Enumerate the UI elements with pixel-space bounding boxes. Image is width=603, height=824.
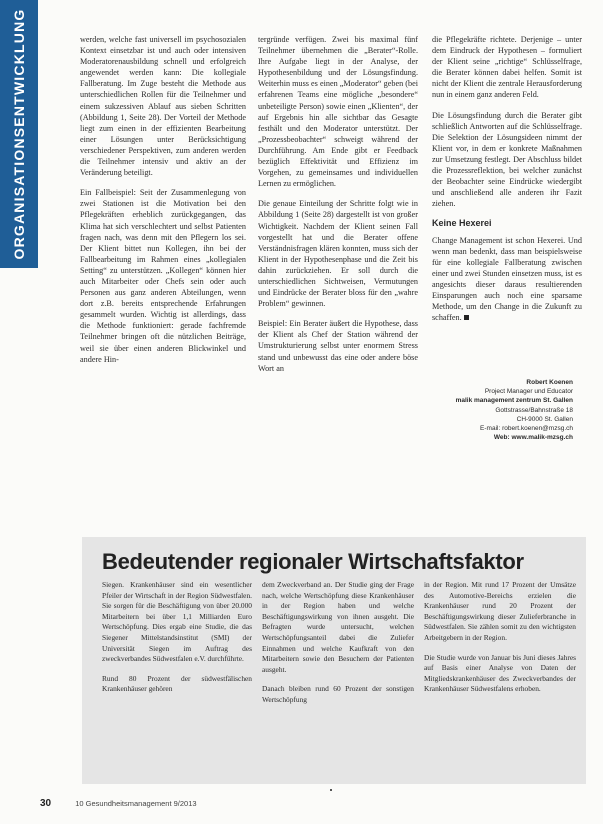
paragraph: Rund 80 Prozent der südwestfälischen Krankenhäuser gehören: [102, 673, 252, 694]
divider-dot: [330, 789, 332, 791]
box-column-2: [262, 580, 414, 780]
article-column-2: [258, 34, 418, 496]
paragraph: Die Lösungsfindung durch die Berater gibt schließlich Antworten auf die Schlüsselfrage. Die Selektion der Lösungsideen nimmt der Klient vor, in dem er konkrete Maßnahmen zur Umsetzung festlegt. Der Abschluss bildet die Prozessreflektion, bei welcher zunächst der Beobachter seine Eindrücke wiedergibt und anschließend alle anderen ihr Fazit ziehen.: [432, 110, 582, 209]
paragraph: Die genaue Einteilung der Schritte folgt wie in Abbildung 1 (Seite 28) dargestellt ist von großer Wichtigkeit. Nachdem der Klient seinen Fall vorgestellt hat und die Berater offene Verständnisfragen klären konnten, muss sich der Klient in der Hypothesenphase und die Zeit bis dahin zurückziehen. Er soll durch die unterschiedlichen Sichtweisen, Vermutungen und Eindrücke der Berater bloss für den „wahre Problem“ gewinnen.: [258, 199, 418, 309]
section-label: ORGANISATIONSENTWICKLUNG: [11, 8, 27, 260]
author-street: Gottstrasse/Bahnstraße 18: [495, 406, 573, 414]
author-info: [413, 378, 573, 442]
box-column-3: [424, 580, 576, 780]
end-mark-icon: [464, 315, 469, 320]
paragraph: Ein Fallbeispiel: Seit der Zusammenlegung von zwei Stationen ist die Motivation bei den Pflegekräften erheblich zurückgegangen, das Klima hat sich verschlechtert und selbst Patienten fragen nach, was denn mit den Pflegern los sei. Der Klient bittet nun Kollegen, ihn bei der Fallbearbeitung im Rahmen eines „kollegialen Setting“ zu unterstützen. „Kollegen“ können hier auch Mitarbeiter oder Chefs sein oder auch Personen aus ganz anderen Abteilungen, wenn dort z.B. bereits entsprechende Erfahrungen gesammelt wurden. Wichtig ist allerdings, dass die Methode funktioniert: gerade fachfremde Teilnehmer bringen oft die nützlichen Beiträge, weil sie über einen anderen Blickwinkel und andere Hin-: [80, 188, 246, 364]
author-role: Project Manager und Educator: [484, 388, 573, 396]
closing-text: Change Management ist schon Hexerei. Und wenn man bedenkt, dass man beispielsweise für eine kollegiale Fallberatung zwischen einer und zwei Stunden einsetzen muss, ist es angesichts dieser daraus resultierenden Einsparungen auch noch eine sparsame Methode, um den Change in die Zukunft zu schaffen.: [432, 235, 582, 323]
box-title: Bedeutender regionaler Wirtschaftsfaktor: [102, 549, 524, 574]
page-number: 30: [40, 798, 52, 809]
paragraph: Beispiel: Ein Berater äußert die Hypothese, dass der Klient als Chef der Station während der Umstrukturierung selbst unter enormem Stress stand und unbewusst das eine oder andere böse Wort an: [258, 319, 418, 373]
paragraph: in der Region. Mit rund 17 Prozent der Umsätze des Automotive-Bereichs erzielen die Krankenhäuser rund 20 Prozent der Beschäftigungswirkung dieser Zulieferbranche in Südwestfalen. Sie zählen somit zu den wichtigsten Arbeitgebern in der Region.: [424, 580, 576, 642]
paragraph: Siegen. Krankenhäuser sind ein wesentlicher Pfeiler der Wirtschaft in der Region Südwestfalen. Sie sorgen für die Beschäftigung von über 20.000 Mitarbeitern bei über 1,1 Milliarden Euro Wertschöpfung. Dies ergab eine Studie, die das Siegener Mittelstandsinstitut (SMI) der Universität Siegen im Auftrag des zweckverbandes Südwestfalen e.V. durchführte.: [102, 580, 252, 664]
paragraph: [432, 235, 582, 324]
author-web: Web: www.malik-mzsg.ch: [493, 434, 573, 442]
author-email: E-mail: robert.koenen@mzsg.ch: [480, 425, 573, 433]
author-name: Robert Koenen: [526, 379, 573, 386]
article-column-1: [80, 34, 246, 496]
paragraph: dem Zweckverband an. Der Studie ging der Frage nach, welche Wertschöpfung diese Krankenhäuser in der Region haben und welche Beschäftigungswirkung von ihnen ausgeht. Die Befragten wurde untersucht, welchen Wertschöpfungsanteil dabei die Zuliefer Einnahmen und welche Kaufkraft von den Mitarbeitern sowie den Besuchern der Patienten ausgeht.: [262, 580, 414, 674]
paragraph: tergründe verfügen. Zwei bis maximal fünf Teilnehmer übernehmen die „Berater“-Rolle. Ihre Aufgabe liegt in der Analyse, der Hypothesenbildung und der Lösungsfindung. Weiterhin muss es einen „Moderator“ geben (bei erfahrenen Teams eine mögliche „besondere“ unbeteiligte Person) sowie einen „Klienten“, der auf Ergebnis hin alle sichtbar das Gesagte festhält und den Moderator unterstützt. Der „Prozessbeobachter“ schweigt während der Durchführung. Am Ende gibt er Feedback bezüglich Effektivität und Effizienz im Vorgehen, zu gemeinsames und individuellen Lernen zu ermöglichen.: [258, 35, 418, 189]
author-company: malik management zentrum St. Gallen: [455, 397, 573, 405]
author-city: CH-9000 St. Gallen: [516, 415, 573, 423]
paragraph: werden, welche fast universell im psychosozialen Kontext einsetzbar ist und auch oder intensiven Moderatorenausbildung schnell und erfolgreich angewendet werden kann: Die kollegiale Fallberatung. Im Zuge besteht die Methode aus unterschiedlichen Rollen für die Teilnehmer und einem sukzessiven Ablauf aus sieben Schritten (Abbildung 1, Seite 28). Der Vorteil der Methode liegt zum einen in der effizienten Bearbeitung einer Lösungen unter Berücksichtigung verschiedener Perspektiven, zum anderen werden die Teilnehmer intensiv und aktiv an der Veränderung beteiligt.: [80, 35, 246, 178]
paragraph: die Pflegekräfte richtete. Derjenige – unter dem Eindruck der Hypothesen – formuliert der Klient seine „richtige“ Schlüsselfrage, die Berater können dabei helfen. Somit ist nicht der Klient die zentrale Herausforderung nun in einem ganz anderen Feld.: [432, 35, 582, 100]
page-footer: [40, 798, 197, 809]
article-column-3: [432, 34, 582, 339]
subheading: Keine Hexerei: [432, 218, 492, 229]
box-column-1: [102, 580, 252, 780]
paragraph: Danach bleiben rund 60 Prozent der sonstigen Wertschöpfung: [262, 684, 414, 704]
journal-name: 10 Gesundheitsmanagement 9/2013: [75, 799, 197, 808]
section-sidebar: [0, 0, 38, 268]
paragraph: Die Studie wurde von Januar bis Juni dieses Jahres auf Basis einer Analyse von Daten der Mitgliedskrankenhäuser des Zweckverbandes der Krankenhäuser Südwestfalens erhoben.: [424, 652, 576, 694]
